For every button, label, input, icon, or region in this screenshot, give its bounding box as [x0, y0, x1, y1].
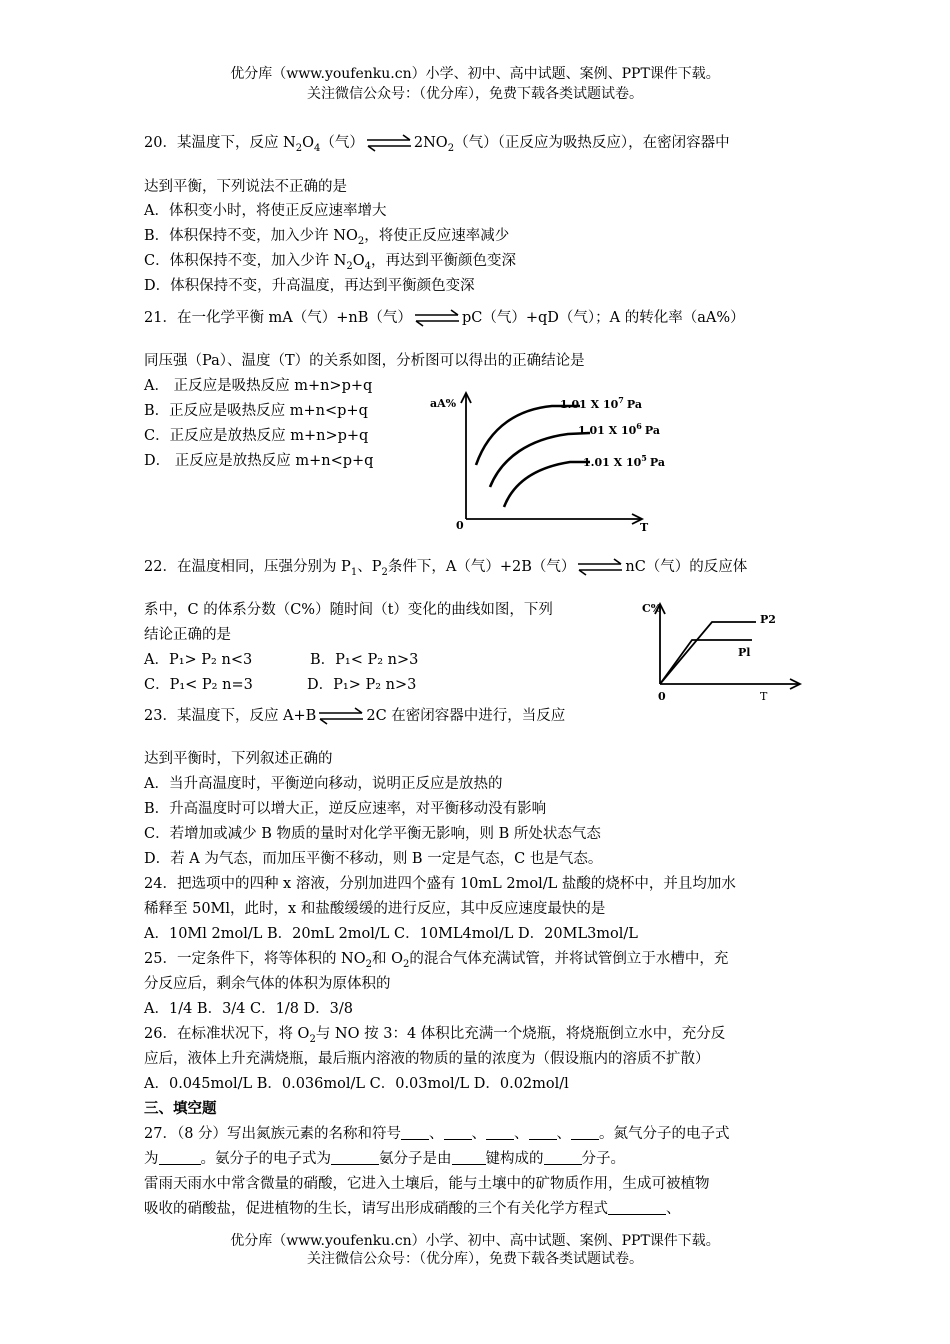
q20-option-c: C．体积保持不变，加入少许 $N_2O_4$，再达到平衡颜色变深: [144, 253, 517, 272]
q27-blank-element-3[interactable]: [486, 1125, 514, 1140]
q24-stem-line2: 稀释至 50Ml，此时，x 和盐酸缓缓的进行反应，其中反应速度最快的是: [144, 901, 606, 917]
q22-option-c: C．P₁< P₂ n=3: [144, 677, 253, 693]
q21-curve-low-pressure: [504, 462, 590, 507]
q27-blank-molecule-type[interactable]: [544, 1150, 582, 1165]
q20-stem: 20．某温度下，反应 $N_2O_4$（气） $2NO_2$（气）（正反应为吸热反应），在密闭容器中: [144, 135, 730, 154]
q23-option-c: C．若增加或减少 B 物质的量时对化学平衡无影响，则 B 所处状态气态: [144, 826, 601, 842]
q21-origin-label: 0: [456, 519, 464, 532]
q22-x-label: T: [760, 690, 768, 703]
q22-cpercent-graph: [640, 596, 810, 708]
equilibrium-arrow-icon: [577, 558, 623, 576]
q22-label-p1: Pl: [738, 646, 751, 659]
equilibrium-arrow-icon: [414, 309, 460, 327]
q26-options: A．0.045mol/L B．0.036mol/L C．0.03mol/L D．0.02mol/l: [144, 1076, 569, 1092]
q25-stem-line1: 25．一定条件下，将等体积的 $NO_2$和 $O_2$的混合气体充满试管，并将试管倒立于水槽中，充: [144, 951, 729, 970]
q27-stem-line3: 雷雨天雨水中常含微量的硝酸，它进入土壤后，能与土壤中的矿物质作用，生成可被植物: [144, 1176, 710, 1192]
q27-blank-element-4[interactable]: [529, 1125, 557, 1140]
q22-stem-line3: 结论正确的是: [144, 627, 231, 643]
q22-y-label: C%: [642, 602, 662, 615]
q20-stem-line2: 达到平衡，下列说法不正确的是: [144, 179, 347, 195]
q21-option-b: B．正反应是吸热反应 m+n<p+q: [144, 403, 368, 419]
q20-option-b: B．体积保持不变，加入少许 $NO_2$，将使正反应速率减少: [144, 228, 510, 247]
page-footer-line2: 关注微信公众号：（优分库），免费下载各类试题试卷。: [307, 1251, 643, 1267]
q27-blank-nh3-electron[interactable]: [331, 1150, 379, 1165]
q21-y-label: aA%: [430, 397, 457, 410]
q23-option-b: B．升高温度时可以增大正，逆反应速率，对平衡移动没有影响: [144, 801, 547, 817]
q21-label-curve-2: 1.01 X $10^6$ Pa: [578, 421, 660, 437]
q21-curve-mid-pressure: [490, 433, 590, 487]
q27-blank-element-5[interactable]: [571, 1125, 599, 1140]
q22-origin-label: 0: [658, 690, 666, 703]
q26-stem-line1: 26．在标准状况下，将 $O_2$与 NO 按 3：4 体积比充满一个烧瓶，将烧瓶倒立水中，充分反: [144, 1026, 726, 1045]
q22-option-d: D．P₁> P₂ n>3: [307, 677, 417, 693]
q20-option-d: D．体积保持不变，升高温度，再达到平衡颜色变深: [144, 278, 475, 294]
q23-stem-line2: 达到平衡时，下列叙述正确的: [144, 751, 333, 767]
q21-stem: 21．在一化学平衡 mA（气）+nB（气） pC（气）+qD（气）；A 的转化率（aA%）: [144, 310, 745, 326]
q27-stem-line4: 吸收的硝酸盐，促进植物的生长，请写出形成硝酸的三个有关化学方程式 、: [144, 1201, 681, 1217]
page-footer-line1: 优分库（www.youfenku.cn）小学、初中、高中试题、案例、PPT课件下载。: [230, 1233, 720, 1249]
q21-label-curve-1: 1.01 X $10^7$ Pa: [560, 395, 642, 411]
q21-conversion-graph: [420, 385, 670, 535]
q25-stem-line2: 分反应后，剩余气体的体积为原体积的: [144, 976, 391, 992]
q22-stem: 22．在温度相同，压强分别为 $P_1$、$P_2$条件下，A（气）+2B（气） nC（气）的反应体: [144, 559, 748, 578]
q23-option-d: D．若 A 为气态，而加压平衡不移动，则 B 一定是气态，C 也是气态。: [144, 851, 603, 867]
q21-option-a: A． 正反应是吸热反应 m+n>p+q: [144, 378, 373, 394]
q24-stem-line1: 24．把选项中的四种 x 溶液，分别加进四个盛有 10mL 2mol/L 盐酸的烧杯中，并且均加水: [144, 876, 736, 892]
q27-stem-line1: 27．（8 分）写出氮族元素的名称和符号 、 、 、 、 。氮气分子的电子式: [144, 1126, 730, 1142]
q22-stem-line2: 系中，C 的体系分数（C%）随时间（t）变化的曲线如图，下列: [144, 602, 553, 618]
q27-blank-element-2[interactable]: [444, 1125, 472, 1140]
q27-blank-equation-1[interactable]: [608, 1200, 666, 1215]
q22-label-p2: P2: [760, 613, 776, 626]
q25-options: A．1/4 B．3/4 C．1/8 D．3/8: [144, 1001, 354, 1017]
q21-option-d: D． 正反应是放热反应 m+n<p+q: [144, 453, 374, 469]
page-header-line1: 优分库（www.youfenku.cn）小学、初中、高中试题、案例、PPT课件下载。: [230, 66, 720, 82]
page-header-line2: 关注微信公众号：（优分库），免费下载各类试题试卷。: [307, 86, 643, 102]
equilibrium-arrow-icon: [366, 134, 412, 152]
q21-option-c: C．正反应是放热反应 m+n>p+q: [144, 428, 369, 444]
q23-stem: 23．某温度下，反应 A+B 2C 在密闭容器中进行，当反应: [144, 708, 566, 724]
q26-stem-line2: 应后，液体上升充满烧瓶，最后瓶内溶液的物质的量的浓度为（假设瓶内的溶质不扩散）: [144, 1051, 710, 1067]
section-title-fill-in: 三、填空题: [144, 1101, 217, 1117]
q21-label-curve-3: 1.01 X $10^5$ Pa: [583, 453, 665, 469]
q27-stem-line2: 为 。氨分子的电子式为 氨分子是由 键构成的 分子。: [144, 1151, 625, 1167]
q23-option-a: A．当升高温度时，平衡逆向移动，说明正反应是放热的: [144, 776, 503, 792]
q27-blank-n2-electron[interactable]: [159, 1150, 201, 1165]
q27-blank-bond-type[interactable]: [452, 1150, 486, 1165]
equilibrium-arrow-icon: [318, 707, 364, 725]
q22-option-b: B．P₁< P₂ n>3: [310, 652, 419, 668]
q22-option-a: A．P₁> P₂ n<3: [144, 652, 253, 668]
q24-options: A．10Ml 2mol/L B．20mL 2mol/L C．10ML4mol/L D．20ML3mol/L: [144, 926, 638, 942]
q20-option-a: A．体积变小时，将使正反应速率增大: [144, 203, 387, 219]
q21-stem-line2: 同压强（Pa）、温度（T）的关系如图，分析图可以得出的正确结论是: [144, 353, 585, 369]
q21-x-label: T: [640, 521, 649, 534]
q27-blank-element-1[interactable]: [401, 1125, 429, 1140]
